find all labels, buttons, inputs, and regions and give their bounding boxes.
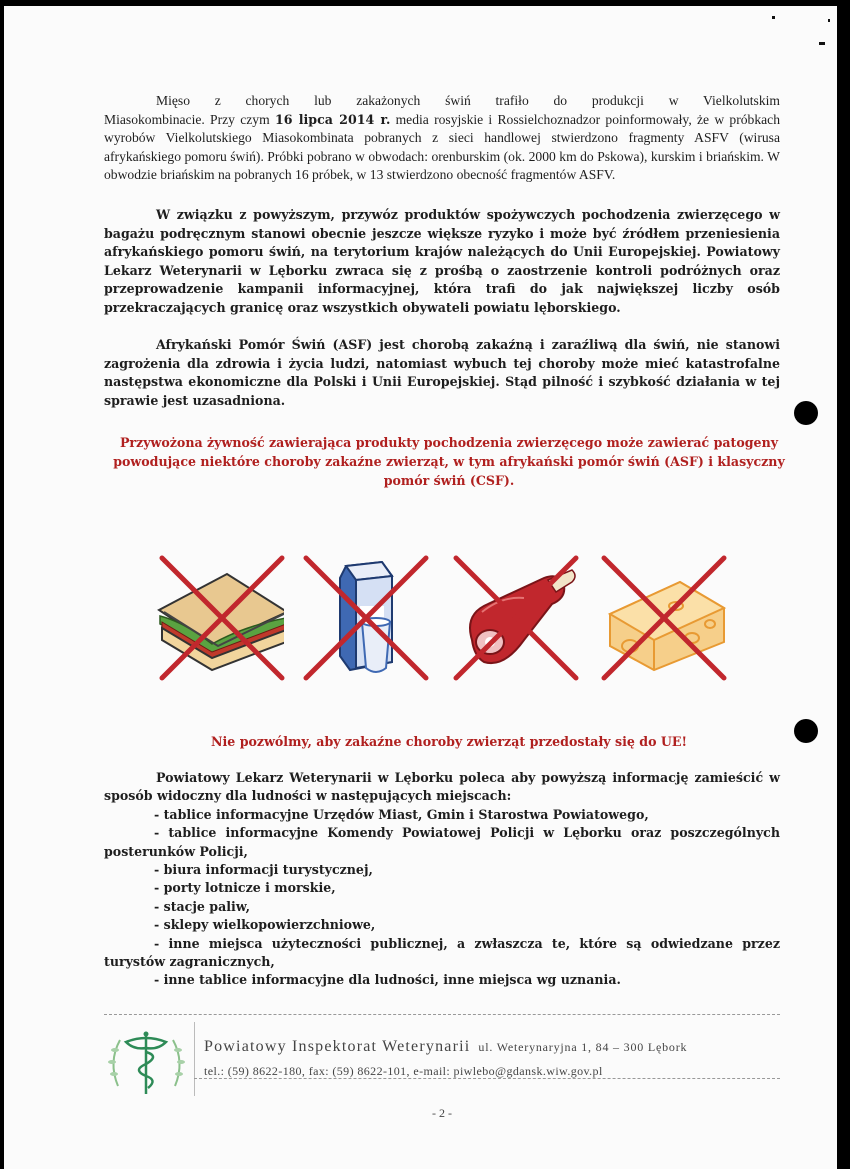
- list-item-text: - inne miejsca użyteczności publicznej, a zwłaszcza te, które są odwiedzane przez turystów zagranicznych,: [104, 935, 780, 970]
- footer-contact: tel.: (59) 8622-180, fax: (59) 8622-101, e-mail: piwlebo@gdansk.wiw.gov.pl: [204, 1064, 603, 1078]
- footer-address: ul. Weterynaryjna 1, 84 – 300 Lębork: [478, 1040, 688, 1054]
- footer-heading: [204, 1038, 687, 1056]
- intro-part-3: media rosyjskie i Rossielchoznadzor poinformowały, że w próbkach wyrobów Vielkolutskiego Miasokombinata pobranych z sieci handlowej stwierdzono fragmenty ASFV (wirusa afrykańskiego pomoru świń). Próbki pobrano w obwodach: orenburskim (ok. 2000 km do Pskowa), kurskim i briańskim. W obwodzie briańskim na pobranych 16 próbek, w 13 stwierdzono obecność fragmentów ASFV.: [104, 111, 780, 182]
- list-item: - inne tablice informacyjne dla ludności, inne miejsca wg uznania.: [154, 972, 621, 988]
- intro-line-1: Mięso z chorych lub zakażonych świń trafiło do produkcji w Vielkolutskim: [156, 93, 780, 108]
- intro-part-2: Miasokombinacie. Przy czym: [104, 111, 275, 127]
- list-item: - sklepy wielkopowierzchniowe,: [154, 917, 376, 933]
- scan-mark: [828, 19, 830, 22]
- recommendation-intro: [104, 769, 780, 806]
- list-item: [104, 824, 780, 861]
- cross-out-mark: [306, 558, 426, 678]
- punch-hole: [794, 719, 818, 743]
- list-item-text: - tablice informacyjne Komendy Powiatowej Policji w Lęborku oraz poszczególnych posterunków Policji,: [104, 825, 780, 859]
- warning-line-1: Przywożona żywność zawierająca produkty pochodzenia zwierzęcego może zawierać patogeny: [119, 435, 779, 450]
- intro-body: [104, 111, 780, 185]
- cross-out-mark: [162, 558, 282, 678]
- warning-line-2: powodujące niektóre choroby zakaźne zwierząt, w tym afrykański pomór świń (ASF) i klasyczny: [113, 453, 785, 469]
- asf-paragraph-text: Afrykański Pomór Świń (ASF) jest chorobą zakaźną i zaraźliwą dla świń, nie stanowi zagrożenia dla zdrowia i życia ludzi, natomiast wybuch tej choroby może mieć katastrofalne następstwa ekonomiczne dla Polski i Unii Europejskiej. Stąd pilność i szybkość działania w tej sprawie jest uzasadniona.: [104, 337, 780, 408]
- list-item: - tablice informacyjne Urzędów Miast, Gmin i Starostwa Powiatowego,: [154, 806, 649, 822]
- list-item: - stacje paliw,: [154, 898, 251, 914]
- cross-out-mark: [604, 558, 724, 678]
- import-paragraph-text: W związku z powyższym, przywóz produktów spożywczych pochodzenia zwierzęcego w bagażu podręcznym stanowi obecnie jeszcze większe ryzyko i może być źródłem przeniesienia afrykańskiego pomoru świń, na terytorium krajów należących do Unii Europejskiej. Powiatowy Lekarz Weterynarii w Lęborku zwraca się z prośbą o zaostrzenie kontroli podróżnych oraz przeprowadzenie kampanii informacyjnej, która trafi do jak największej liczby osób przekraczających granicę oraz wszystkich obywateli powiatu lęborskiego.: [104, 207, 780, 315]
- footer-bottom-divider: [194, 1078, 780, 1079]
- cross-out-mark: [456, 558, 576, 678]
- slogan: Nie pozwólmy, aby zakaźne choroby zwierząt przedostały się do UE!: [211, 734, 687, 749]
- punch-hole: [794, 401, 818, 425]
- recommendation-intro-text: Powiatowy Lekarz Weterynarii w Lęborku poleca aby powyższą informację zamieścić w sposób widoczny dla ludności w następujących miejscach:: [104, 770, 780, 804]
- scan-mark: [819, 42, 825, 45]
- pathogen-warning: [104, 434, 794, 490]
- footer-organization: Powiatowy Inspektorat Weterynarii: [204, 1038, 471, 1055]
- intro-paragraph: [104, 92, 780, 185]
- footer-top-divider: [104, 1014, 780, 1015]
- scan-mark: [772, 16, 775, 19]
- list-item: - porty lotnicze i morskie,: [154, 880, 336, 896]
- document-page: [4, 6, 837, 1169]
- recommendation-section: [104, 769, 780, 990]
- page-number: - 2 -: [432, 1106, 452, 1120]
- veterinary-logo: [104, 1022, 189, 1098]
- list-item: - biura informacji turystycznej,: [154, 862, 373, 878]
- intro-date: 16 lipca 2014 r.: [274, 111, 391, 127]
- asf-paragraph: [104, 336, 780, 410]
- list-item: [104, 935, 780, 972]
- forbidden-foods-row: [154, 552, 734, 682]
- warning-line-3: pomór świń (CSF).: [383, 472, 515, 488]
- import-paragraph: [104, 206, 780, 318]
- footer-separator: [194, 1022, 195, 1096]
